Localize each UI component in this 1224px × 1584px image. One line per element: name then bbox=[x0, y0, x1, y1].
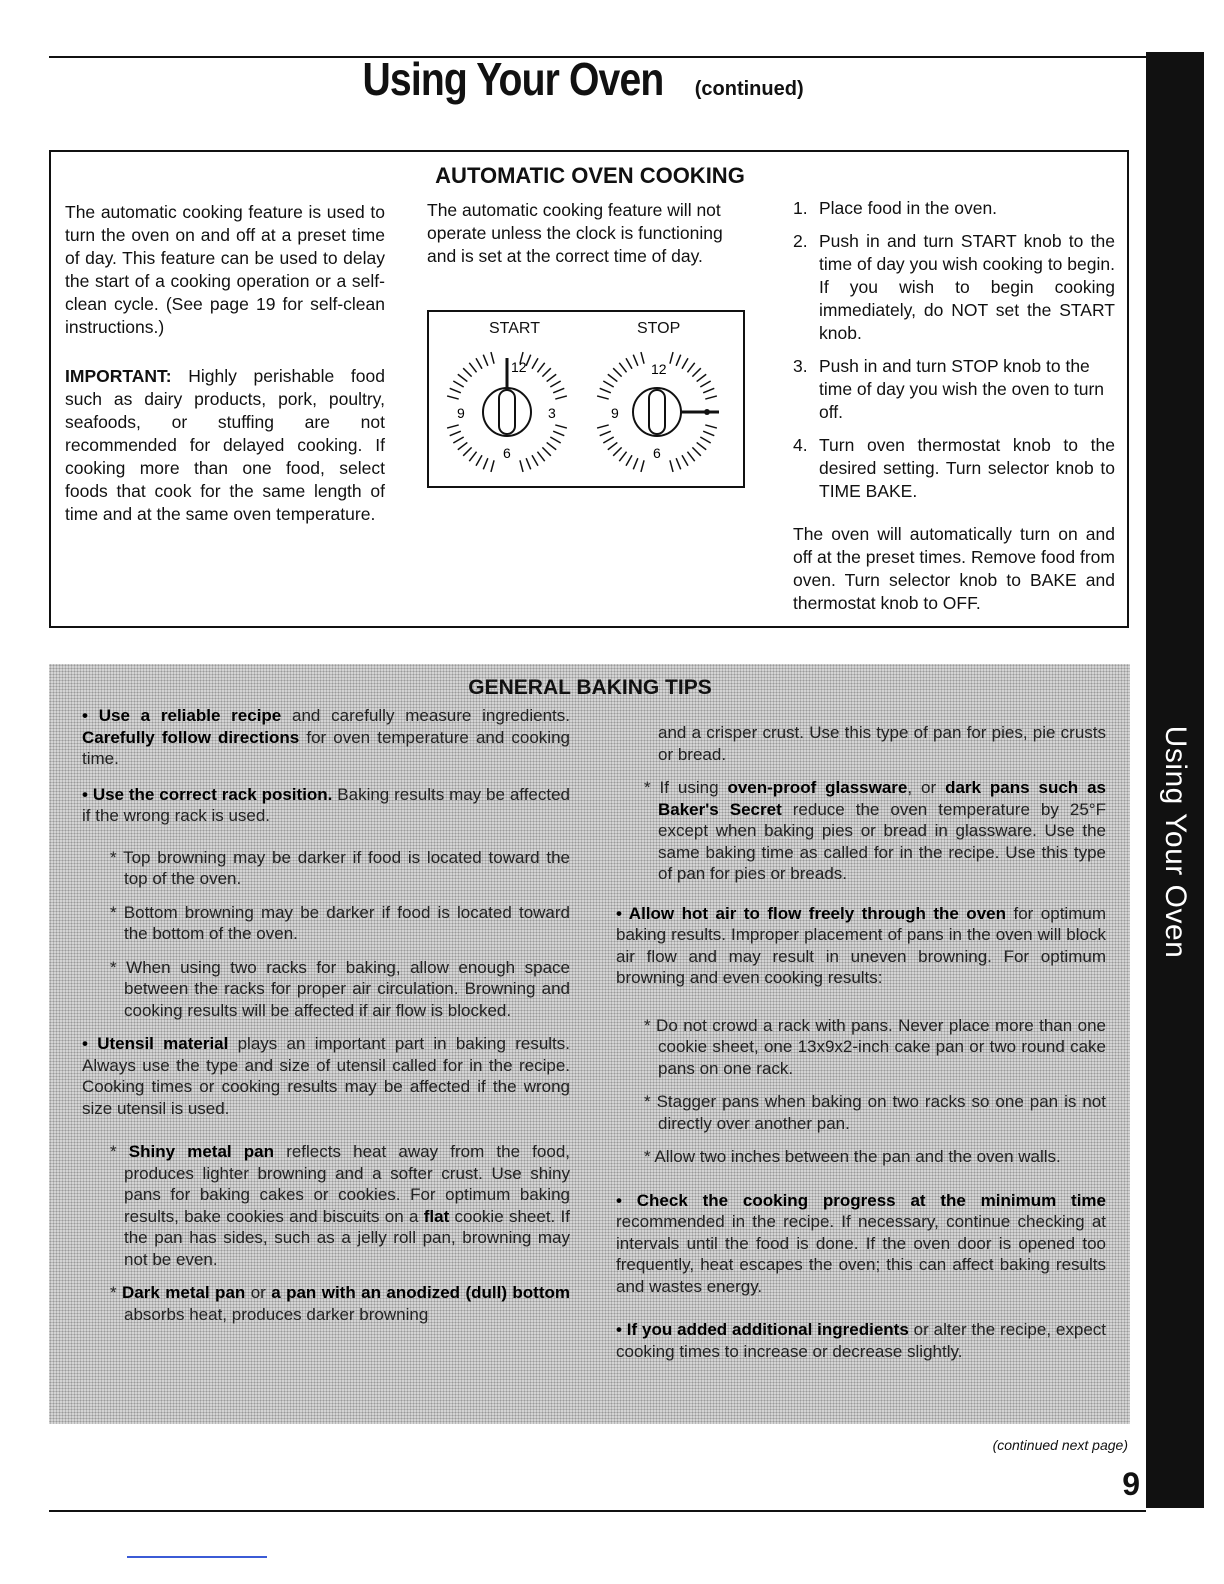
automatic-steps-list bbox=[793, 197, 1115, 503]
stop-dial-label: STOP bbox=[637, 320, 681, 337]
dial-tick bbox=[705, 396, 717, 399]
dial-tick bbox=[550, 381, 560, 387]
dial-tick bbox=[600, 388, 611, 393]
baking-tips-left-column bbox=[82, 705, 570, 1337]
dial-tick bbox=[532, 455, 538, 465]
subtip-two-inches: * Allow two inches between the pan and the oven walls. bbox=[644, 1147, 1061, 1166]
dial-tick bbox=[526, 355, 531, 366]
tip-hot-air bbox=[616, 903, 1106, 989]
tip-bold: • If you added additional ingredients bbox=[616, 1320, 909, 1339]
dial-tick bbox=[491, 460, 494, 472]
step-item bbox=[793, 355, 1115, 424]
subtip-stagger-pans: * Stagger pans when baking on two racks so one pan is not directly over another pan. bbox=[644, 1092, 1106, 1133]
dial-tick bbox=[469, 452, 476, 462]
stop-dial-12: 12 bbox=[651, 361, 667, 377]
dial-tick bbox=[697, 442, 707, 449]
dial-tick bbox=[597, 425, 609, 428]
tip-text: plays an important part in baking results. Always use the type and size of utensil called for in the recipe. Cooking times or cooking results may be affected if the wrong size utensil is used. bbox=[82, 1034, 570, 1118]
tip-text: cookie sheet. If the pan has sides, such as a jelly roll pan, browning may not be even. bbox=[124, 1206, 570, 1269]
dial-tick bbox=[532, 358, 538, 368]
tip-text: and carefully measure ingredients. bbox=[281, 706, 571, 725]
tip-bold: a pan with an anodized (dull) bottom bbox=[271, 1283, 570, 1302]
start-stop-dials-illustration bbox=[427, 310, 745, 488]
start-dial-9: 9 bbox=[457, 405, 465, 421]
dial-tick bbox=[550, 437, 560, 443]
start-dial-12: 12 bbox=[511, 359, 527, 375]
dial-tick bbox=[476, 358, 482, 368]
dial-tick bbox=[542, 447, 550, 455]
dial-tick bbox=[555, 396, 567, 399]
dial-tick bbox=[687, 363, 694, 373]
automatic-intro: The automatic cooking feature is used to turn the oven on and off at a preset time of day. This feature can be used to delay the start of a cooking operation or a self-clean cycle. (See page 19 for self-clean instructions.) bbox=[65, 202, 385, 337]
subtip-crowd-rack: * Do not crowd a rack with pans. Never place more than one cookie sheet, one 13x9x2-inch cake pan or two round cake pans on one rack. bbox=[644, 1015, 1106, 1078]
page-title-main: Using Your Oven bbox=[362, 53, 664, 105]
start-dial-3: 3 bbox=[548, 405, 556, 421]
dial-tick bbox=[641, 352, 644, 364]
dial-tick bbox=[555, 425, 567, 428]
step-text: Push in and turn START knob to the time of day you wish cooking to begin. If you wish to begin cooking immediately, do NOT set the START knob. bbox=[819, 231, 1115, 343]
bottom-rule bbox=[49, 1510, 1146, 1512]
automatic-left-column bbox=[65, 201, 385, 526]
baking-tips-right-column bbox=[616, 722, 1106, 1376]
dial-tick bbox=[626, 358, 632, 368]
dial-tick bbox=[469, 363, 476, 373]
automatic-closing: The oven will automatically turn on and off at the preset times. Remove food from oven. Turn selector knob to BAKE and thermostat knob to OFF. bbox=[793, 524, 1115, 613]
subtip-bottom-browning: * Bottom browning may be darker if food is located toward the bottom of the oven. bbox=[110, 902, 570, 943]
dial-tick bbox=[692, 368, 700, 376]
dial-tick bbox=[626, 455, 632, 465]
tip-text: , or bbox=[907, 778, 946, 797]
dial-tick bbox=[633, 458, 638, 469]
tip-bold: Carefully follow directions bbox=[82, 727, 300, 747]
step-item bbox=[793, 230, 1115, 345]
subtip-glassware bbox=[616, 777, 1106, 885]
dial-tick bbox=[697, 374, 707, 381]
tip-text: for optimum baking results. Improper placement of pans in the oven will block air flow and may result in uneven browning. For optimum browning and even cooking results: bbox=[616, 903, 1106, 987]
tip-bold: oven-proof glassware bbox=[727, 778, 908, 797]
clock-requirement-note: The automatic cooking feature will not operate unless the clock is functioning and is set at the correct time of day. bbox=[427, 200, 723, 266]
dial-tick bbox=[687, 452, 694, 462]
subtip-dark-pan-cont: and a crisper crust. Use this type of pan for pies, pie crusts or bread. bbox=[658, 723, 1106, 764]
tip-check-progress bbox=[616, 1190, 1106, 1298]
tip-text: recommended in the recipe. If necessary, continue checking at intervals until the food is done. If the oven door is opened too frequently, heat escapes the oven; this can affect baking results and wastes energy. bbox=[616, 1212, 1106, 1296]
tip-text: * If using bbox=[644, 778, 728, 797]
dial-tick bbox=[458, 374, 468, 381]
tip-utensil-material bbox=[82, 1033, 570, 1119]
important-note bbox=[65, 365, 385, 526]
dial-tick bbox=[676, 355, 681, 366]
dial-tick bbox=[613, 368, 621, 376]
decorative-blue-line bbox=[127, 1556, 267, 1558]
dial-tick bbox=[670, 460, 673, 472]
dial-tick bbox=[463, 447, 471, 455]
step-text: Place food in the oven. bbox=[819, 198, 998, 218]
automatic-cooking-heading: AUTOMATIC OVEN COOKING bbox=[435, 163, 745, 188]
dial-tick bbox=[692, 447, 700, 455]
dial-tick bbox=[553, 431, 564, 436]
step-number: 2. bbox=[793, 231, 808, 251]
dial-tick bbox=[450, 388, 461, 393]
dial-tick bbox=[491, 352, 494, 364]
subtip-two-racks: * When using two racks for baking, allow enough space between the racks for proper air circulation. Browning and cooking results will be affected if air flow is blocked. bbox=[110, 957, 570, 1020]
continued-note: (continued next page) bbox=[992, 1437, 1128, 1453]
tip-bold: • Allow hot air to flow freely through the oven bbox=[616, 903, 1006, 923]
tip-text: * bbox=[110, 1142, 129, 1161]
dials-svg bbox=[429, 312, 743, 486]
dial-tick bbox=[537, 452, 544, 462]
tip-text: reduce the oven temperature by 25°F except when baking pies or bread in glassware. Use the same baking time as called for in the recipe. Use this type of pan for pies or breads. bbox=[658, 799, 1106, 883]
tip-bold: • Use a reliable recipe bbox=[82, 706, 282, 725]
dial-tick bbox=[641, 460, 644, 472]
dial-tick bbox=[553, 388, 564, 393]
dial-tick bbox=[476, 455, 482, 465]
tip-bold: • Utensil material bbox=[82, 1034, 229, 1053]
step-number: 1. bbox=[793, 198, 808, 218]
important-label: IMPORTANT: bbox=[65, 366, 172, 386]
baking-tips-heading: GENERAL BAKING TIPS bbox=[468, 676, 712, 699]
stop-dial-9: 9 bbox=[611, 405, 619, 421]
dial-tick bbox=[633, 355, 638, 366]
dial-tick bbox=[670, 352, 673, 364]
tip-additional-ingredients bbox=[616, 1319, 1106, 1362]
tip-bold: dark pans such as Baker's Secret bbox=[658, 778, 1107, 819]
tip-text: or bbox=[245, 1283, 272, 1302]
side-tab bbox=[1146, 52, 1204, 1508]
dial-tick bbox=[619, 363, 626, 373]
dial-tick bbox=[453, 381, 463, 387]
dial-tick bbox=[619, 452, 626, 462]
tip-bold: • Use the correct rack position. bbox=[82, 784, 333, 804]
dial-tick bbox=[447, 425, 459, 428]
dial-tick bbox=[608, 442, 618, 449]
dial-tick bbox=[483, 458, 488, 469]
dial-tick bbox=[463, 368, 471, 376]
dial-tick bbox=[676, 458, 681, 469]
important-text: Highly perishable food such as dairy products, pork, poultry, seafoods, or stuffing are not recommended for delayed cooking. If cooking more than one food, select foods that cook for the same length of time and at the same oven temperature. bbox=[65, 366, 385, 524]
start-dial-6: 6 bbox=[503, 445, 511, 461]
dial-tick bbox=[700, 437, 710, 443]
tip-reliable-recipe bbox=[82, 705, 570, 770]
stop-knob-icon bbox=[633, 388, 719, 436]
dial-tick bbox=[603, 381, 613, 387]
dial-tick bbox=[700, 381, 710, 387]
subtip-top-browning: * Top browning may be darker if food is located toward the top of the oven. bbox=[110, 847, 570, 888]
subtip-shiny-pan bbox=[82, 1141, 570, 1270]
dial-tick bbox=[526, 458, 531, 469]
dial-tick bbox=[520, 460, 523, 472]
start-dial-label: START bbox=[489, 320, 540, 337]
dial-tick bbox=[703, 431, 714, 436]
dial-tick bbox=[450, 431, 461, 436]
page-number: 9 bbox=[1122, 1466, 1140, 1502]
tip-bold: Dark metal pan bbox=[122, 1283, 246, 1302]
dial-tick bbox=[682, 455, 688, 465]
step-item bbox=[793, 197, 1115, 220]
dial-tick bbox=[600, 431, 611, 436]
subtip-dark-pan bbox=[82, 1282, 570, 1325]
dial-tick bbox=[703, 388, 714, 393]
tip-bold: flat bbox=[423, 1206, 450, 1226]
page-title bbox=[0, 52, 1140, 106]
stop-dial-6: 6 bbox=[653, 445, 661, 461]
tip-text: for oven temperature and cooking time. bbox=[82, 727, 570, 768]
side-tab-label: Using Your Oven bbox=[1159, 725, 1192, 959]
dial-tick bbox=[537, 363, 544, 373]
automatic-middle-column bbox=[427, 199, 752, 268]
tip-bold: Shiny metal pan bbox=[128, 1142, 275, 1161]
page-title-sub: (continued) bbox=[694, 78, 804, 100]
step-number: 3. bbox=[793, 356, 808, 376]
step-text: Turn oven thermostat knob to the desired setting. Turn selector knob to TIME BAKE. bbox=[819, 435, 1115, 501]
step-item bbox=[793, 434, 1115, 503]
dial-tick bbox=[682, 358, 688, 368]
dial-tick bbox=[453, 437, 463, 443]
tip-text: or alter the recipe, expect cooking times to increase or decrease slightly. bbox=[616, 1320, 1106, 1361]
dial-tick bbox=[547, 442, 557, 449]
dial-tick bbox=[603, 437, 613, 443]
tip-text: absorbs heat, produces darker browning bbox=[124, 1304, 429, 1324]
dial-tick bbox=[613, 447, 621, 455]
dial-tick bbox=[705, 425, 717, 428]
tip-text: * bbox=[110, 1283, 123, 1302]
dial-tick bbox=[483, 355, 488, 366]
automatic-steps-column bbox=[793, 197, 1115, 615]
step-text: Push in and turn STOP knob to the time of day you wish the oven to turn off. bbox=[819, 356, 1105, 422]
dial-tick bbox=[547, 374, 557, 381]
tip-text: reflects heat away from the food, produces lighter browning and a softer crust. Use shiny pans for baking cakes or cookies. For optimum baking results, bake cookies and biscuits on a bbox=[124, 1142, 570, 1226]
dial-tick bbox=[447, 396, 459, 399]
step-number: 4. bbox=[793, 435, 808, 455]
dial-tick bbox=[597, 396, 609, 399]
dial-tick bbox=[608, 374, 618, 381]
tip-rack-position bbox=[82, 784, 570, 827]
dial-tick bbox=[542, 368, 550, 376]
dial-tick bbox=[458, 442, 468, 449]
tip-text: Baking results may be affected if the wrong rack is used. bbox=[82, 784, 571, 825]
tip-bold: • Check the cooking progress at the minimum time bbox=[616, 1190, 1106, 1210]
